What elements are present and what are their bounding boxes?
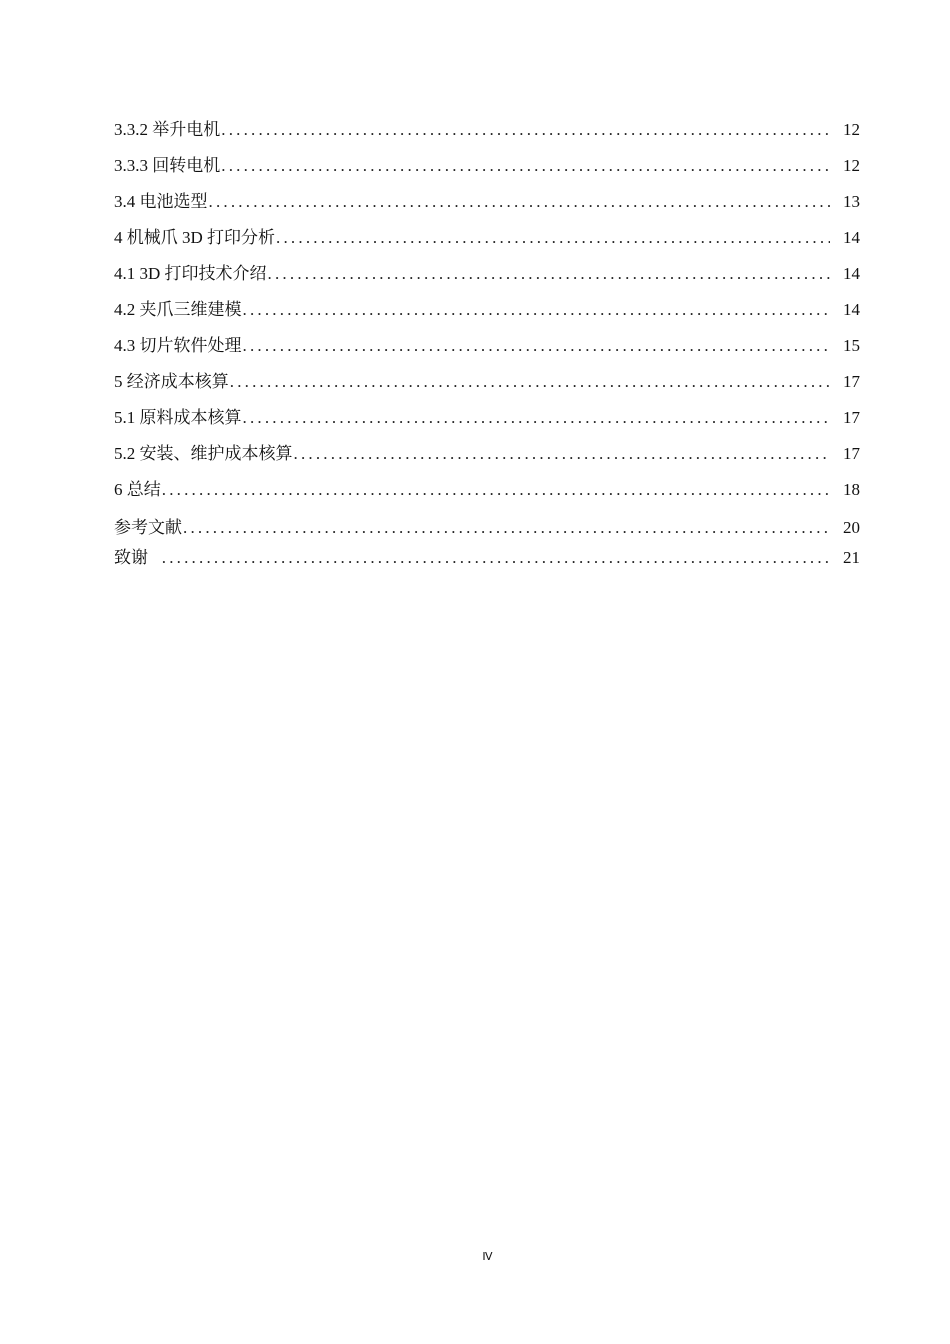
toc-entry-page: 21 [843, 548, 860, 567]
toc-dot-leader [221, 153, 830, 179]
toc-dot-leader [183, 515, 830, 541]
toc-entry-page: 14 [843, 264, 860, 283]
toc-entry-page: 14 [843, 300, 860, 319]
toc-entry[interactable] [114, 297, 860, 333]
toc-entry[interactable] [114, 515, 860, 545]
toc-dot-leader [243, 333, 831, 359]
toc-entry-title: 5.2 安装、维护成本核算 [114, 444, 293, 463]
toc-entry[interactable] [114, 117, 860, 153]
toc-dot-leader [209, 189, 831, 215]
toc-dot-leader [162, 545, 830, 571]
page-number: Ⅳ [482, 1250, 493, 1263]
toc-entry-title: 4.1 3D 打印技术介绍 [114, 264, 267, 283]
toc-entry-page: 14 [843, 228, 860, 247]
toc-entry[interactable] [114, 153, 860, 189]
toc-dot-leader [243, 297, 831, 323]
toc-entry-page: 20 [843, 518, 860, 537]
toc-entry-page: 12 [843, 156, 860, 175]
toc-entry-page: 17 [843, 408, 860, 427]
toc-entry[interactable] [114, 225, 860, 261]
toc-entry-title: 参考文献 [114, 518, 182, 537]
toc-entry-page: 15 [843, 336, 860, 355]
toc-dot-leader [294, 441, 831, 467]
toc-entry-page: 17 [843, 372, 860, 391]
toc-entry-title: 5 经济成本核算 [114, 372, 229, 391]
toc-dot-leader [221, 117, 830, 143]
toc-entry[interactable] [114, 405, 860, 441]
toc-entry-title: 3.4 电池选型 [114, 192, 208, 211]
toc-entry-title: 3.3.2 举升电机 [114, 120, 221, 139]
toc-dot-leader [230, 369, 830, 395]
toc-entry[interactable] [114, 189, 860, 225]
toc-entry-title: 4.2 夹爪三维建模 [114, 300, 242, 319]
toc-entry-title: 3.3.3 回转电机 [114, 156, 221, 175]
toc-entry-title: 4 机械爪 3D 打印分析 [114, 228, 276, 247]
toc-entry-title: 6 总结 [114, 480, 161, 499]
toc-entry[interactable] [114, 477, 860, 513]
toc-entry-page: 18 [843, 480, 860, 499]
toc-entry-page: 17 [843, 444, 860, 463]
toc-entry-title: 5.1 原料成本核算 [114, 408, 242, 427]
toc-dot-leader [268, 261, 830, 287]
toc-entry-title: 致谢 [114, 548, 161, 567]
toc-dot-leader [243, 405, 831, 431]
toc-entry-title: 4.3 切片软件处理 [114, 336, 242, 355]
toc-entry-page: 12 [843, 120, 860, 139]
toc-entry[interactable] [114, 261, 860, 297]
toc-entry-page: 13 [843, 192, 860, 211]
toc-entry[interactable] [114, 441, 860, 477]
table-of-contents [114, 117, 860, 575]
toc-entry[interactable] [114, 369, 860, 405]
toc-dot-leader [276, 225, 830, 251]
toc-entry[interactable] [114, 333, 860, 369]
toc-dot-leader [162, 477, 830, 503]
toc-entry[interactable] [114, 545, 860, 575]
